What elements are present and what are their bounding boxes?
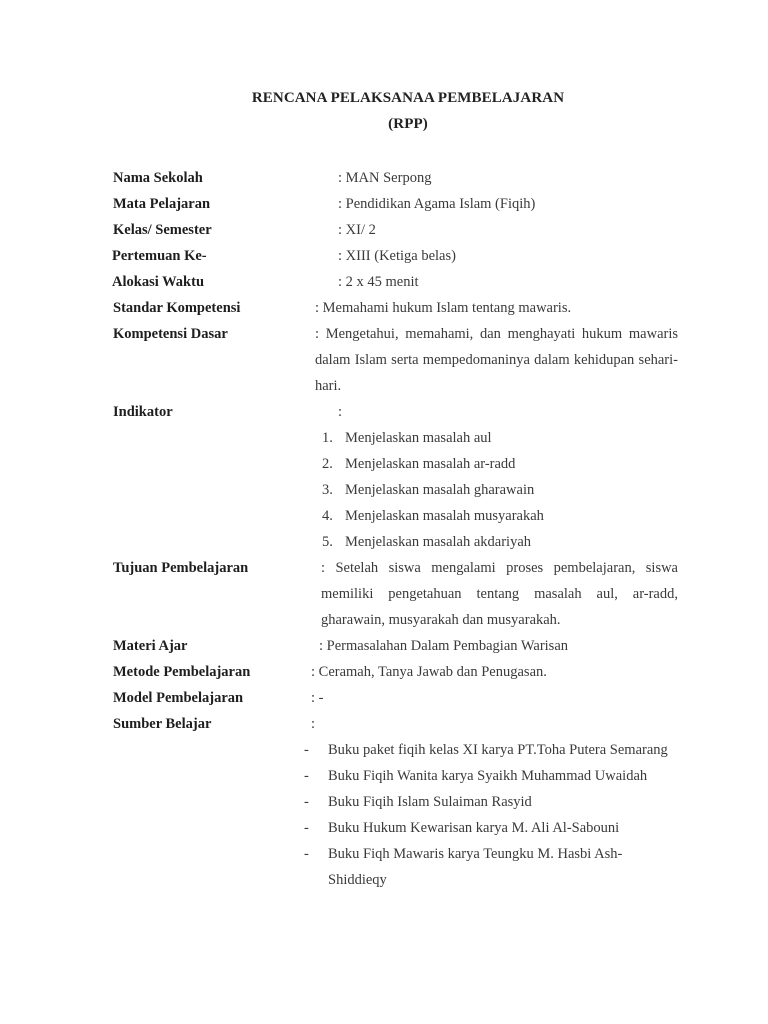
label-kelas-semester: Kelas/ Semester (113, 222, 212, 238)
list-number: 1. (322, 430, 333, 446)
label-indikator: Indikator (113, 404, 173, 420)
list-number: 3. (322, 482, 333, 498)
label-model-pembelajaran: Model Pembelajaran (113, 690, 244, 706)
document-subtitle: (RPP) (388, 116, 428, 132)
list-text: Buku paket fiqih kelas XI karya PT.Toha Putera Semarang (328, 742, 668, 758)
value-indikator: : (338, 404, 343, 420)
list-dash: - (304, 794, 309, 810)
value-nama-sekolah: : MAN Serpong (338, 170, 432, 186)
list-dash: - (304, 820, 309, 836)
value-mata-pelajaran: : Pendidikan Agama Islam (Fiqih) (338, 196, 536, 212)
list-number: 5. (322, 534, 333, 550)
label-standar-kompetensi: Standar Kompetensi (113, 300, 241, 316)
document-title: RENCANA PELAKSANAA PEMBELAJARAN (251, 90, 565, 106)
value-kompetensi-dasar: : Mengetahui, memahami, dan menghayati hukum mawaris dalam Islam serta mempedomaninya dalam kehidupan sehari-hari. (315, 326, 678, 394)
list-text: Menjelaskan masalah gharawain (345, 482, 535, 498)
value-metode-pembelajaran: : Ceramah, Tanya Jawab dan Penugasan. (311, 664, 547, 680)
label-materi-ajar: Materi Ajar (113, 638, 188, 654)
list-text: Buku Fiqh Mawaris karya Teungku M. Hasbi Ash-Shiddieqy (328, 846, 623, 888)
label-sumber-belajar: Sumber Belajar (113, 716, 212, 732)
value-pertemuan-ke: : XIII (Ketiga belas) (338, 248, 456, 264)
value-model-pembelajaran: : - (311, 690, 324, 706)
list-number: 4. (322, 508, 333, 524)
list-text: Buku Fiqih Wanita karya Syaikh Muhammad Uwaidah (328, 768, 648, 784)
list-text: Menjelaskan masalah aul (345, 430, 492, 446)
value-standar-kompetensi: : Memahami hukum Islam tentang mawaris. (315, 300, 572, 316)
list-dash: - (304, 742, 309, 758)
label-kompetensi-dasar: Kompetensi Dasar (113, 326, 228, 342)
label-nama-sekolah: Nama Sekolah (113, 170, 203, 186)
label-metode-pembelajaran: Metode Pembelajaran (113, 664, 251, 680)
label-alokasi-waktu: Alokasi Waktu (112, 274, 205, 290)
list-text: Menjelaskan masalah musyarakah (345, 508, 544, 524)
value-sumber-belajar: : (311, 716, 316, 732)
list-dash: - (304, 768, 309, 784)
value-materi-ajar: : Permasalahan Dalam Pembagian Warisan (319, 638, 569, 654)
list-text: Buku Fiqih Islam Sulaiman Rasyid (328, 794, 532, 810)
list-text: Menjelaskan masalah akdariyah (345, 534, 532, 550)
list-number: 2. (322, 456, 333, 472)
value-kelas-semester: : XI/ 2 (338, 222, 376, 238)
label-mata-pelajaran: Mata Pelajaran (113, 196, 211, 212)
list-text: Menjelaskan masalah ar-radd (345, 456, 516, 472)
list-text: Buku Hukum Kewarisan karya M. Ali Al-Sabouni (328, 820, 620, 836)
label-tujuan-pembelajaran: Tujuan Pembelajaran (113, 560, 249, 576)
value-tujuan-pembelajaran: : Setelah siswa mengalami proses pembelajaran, siswa memiliki pengetahuan tentang masalah aul, ar-radd, gharawain, musyarakah dan musyarakah. (321, 560, 678, 628)
value-alokasi-waktu: : 2 x 45 menit (338, 274, 419, 290)
label-pertemuan-ke: Pertemuan Ke- (112, 248, 207, 264)
list-dash: - (304, 846, 309, 862)
